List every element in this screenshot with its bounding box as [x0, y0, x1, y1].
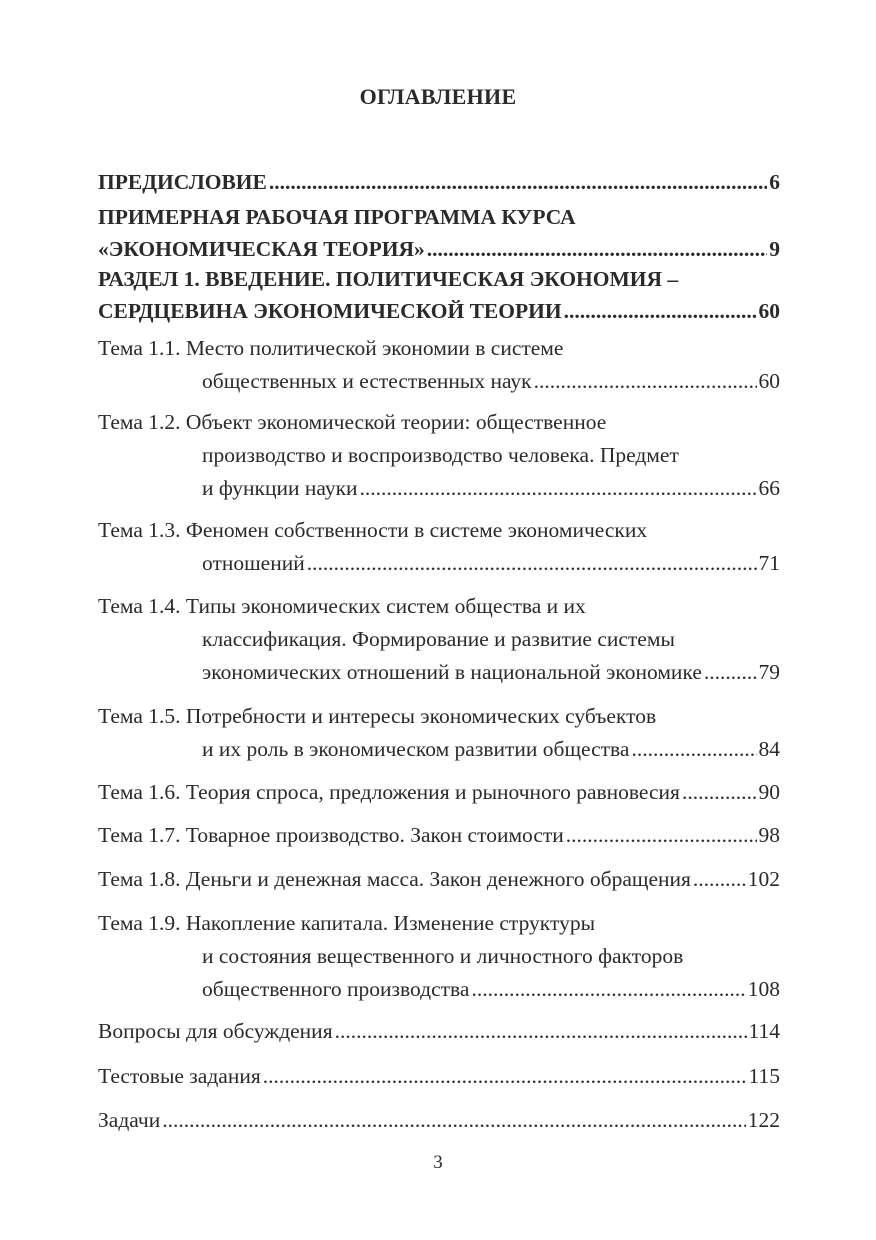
- toc-page-number: 102: [747, 867, 780, 891]
- toc-entry-topic-1-8[interactable]: [98, 863, 780, 896]
- dot-leader: [566, 819, 757, 852]
- toc-entry-title: Тема 1.1. Место политической экономии в системе: [98, 336, 564, 360]
- toc-entry-problems[interactable]: [98, 1104, 780, 1137]
- toc-entry-tests[interactable]: [98, 1060, 780, 1093]
- toc-page-number: 66: [758, 476, 780, 500]
- toc-entry-title-cont: и их роль в экономическом развитии общества: [202, 737, 630, 761]
- toc-page-number: 108: [747, 977, 780, 1001]
- toc-entry-topic-1-3[interactable]: [98, 514, 780, 580]
- toc-entry-title: Тема 1.3. Феномен собственности в системе экономических: [98, 518, 648, 542]
- toc-page-number: 90: [758, 780, 780, 804]
- toc-entry-title: РАЗДЕЛ 1. ВВЕДЕНИЕ. ПОЛИТИЧЕСКАЯ ЭКОНОМИЯ –: [98, 267, 679, 291]
- toc-entry-topic-1-1[interactable]: [98, 332, 780, 398]
- toc-entry-title-cont: экономических отношений в национальной экономике: [202, 660, 702, 684]
- toc-page-number: 60: [758, 299, 780, 323]
- dot-leader: [704, 656, 757, 689]
- dot-leader: [263, 1060, 747, 1093]
- toc-page-number: 71: [758, 551, 780, 575]
- toc-entry-title: ПРЕДИСЛОВИЕ: [98, 170, 267, 194]
- toc-entry-program[interactable]: [98, 201, 780, 265]
- dot-leader: [564, 295, 757, 327]
- toc-entry-topic-1-9[interactable]: [98, 907, 780, 1006]
- toc-page-number: 98: [758, 823, 780, 847]
- toc-page-number: 60: [758, 369, 780, 393]
- toc-entry-discussion-questions[interactable]: [98, 1015, 780, 1048]
- toc-page-number: 84: [758, 737, 780, 761]
- toc-entry-title: Тема 1.6. Теория спроса, предложения и рыночного равновесия: [98, 780, 680, 804]
- toc-entry-title: Тема 1.4. Типы экономических систем общества и их: [98, 594, 586, 618]
- toc-entry-topic-1-5[interactable]: [98, 700, 780, 766]
- toc-entry-topic-1-6[interactable]: [98, 776, 780, 809]
- toc-entry-title: Тема 1.8. Деньги и денежная масса. Закон денежного обращения: [98, 867, 691, 891]
- page-number: 3: [433, 1152, 443, 1173]
- dot-leader: [682, 776, 757, 809]
- toc-entry-title-cont: отношений: [202, 551, 305, 575]
- toc-page-number: 115: [748, 1064, 780, 1088]
- dot-leader: [335, 1015, 747, 1048]
- toc-entry-title-cont: классификация. Формирование и развитие системы: [202, 627, 675, 651]
- toc-entry-title-cont: общественного производства: [202, 977, 470, 1001]
- dot-leader: [307, 547, 757, 580]
- toc-entry-title: Тема 1.2. Объект экономической теории: общественное: [98, 410, 607, 434]
- toc-entry-title: Тестовые задания: [98, 1064, 261, 1088]
- toc-entry-title: Задачи: [98, 1108, 161, 1132]
- toc-page-number: 79: [758, 660, 780, 684]
- dot-leader: [162, 1104, 745, 1137]
- toc-entry-section-1[interactable]: [98, 263, 780, 327]
- toc-entry-title: Вопросы для обсуждения: [98, 1019, 333, 1043]
- toc-page-number: 9: [769, 237, 780, 261]
- toc-entry-title-cont: и состояния вещественного и личностного факторов: [202, 944, 684, 968]
- page-title: ОГЛАВЛЕНИЕ: [359, 84, 517, 109]
- toc-page-number: 114: [748, 1019, 780, 1043]
- dot-leader: [360, 472, 757, 505]
- dot-leader: [427, 233, 767, 265]
- dot-leader: [693, 863, 746, 896]
- toc-entry-title: Тема 1.9. Накопление капитала. Изменение структуры: [98, 911, 596, 935]
- toc-entry-topic-1-4[interactable]: [98, 590, 780, 689]
- toc-entry-title: Тема 1.5. Потребности и интересы экономических субъектов: [98, 704, 657, 728]
- toc-entry-preface[interactable]: [98, 166, 780, 198]
- toc-entry-topic-1-2[interactable]: [98, 406, 780, 505]
- toc-entry-title: ПРИМЕРНАЯ РАБОЧАЯ ПРОГРАММА КУРСА: [98, 205, 576, 229]
- toc-entry-title-cont: общественных и естественных наук: [202, 369, 532, 393]
- dot-leader: [471, 973, 745, 1006]
- toc-entry-topic-1-7[interactable]: [98, 819, 780, 852]
- toc-entry-title-cont: СЕРДЦЕВИНА ЭКОНОМИЧЕСКОЙ ТЕОРИИ: [98, 299, 562, 323]
- toc-entry-title-cont: производство и воспроизводство человека. Предмет: [202, 443, 679, 467]
- dot-leader: [534, 365, 757, 398]
- dot-leader: [631, 733, 756, 766]
- toc-entry-title: Тема 1.7. Товарное производство. Закон стоимости: [98, 823, 564, 847]
- toc-entry-title-cont: и функции науки: [202, 476, 358, 500]
- toc-page-number: 6: [769, 170, 780, 194]
- dot-leader: [269, 166, 767, 198]
- toc-entry-title-cont: «ЭКОНОМИЧЕСКАЯ ТЕОРИЯ»: [98, 237, 425, 261]
- toc-page-number: 122: [747, 1108, 780, 1132]
